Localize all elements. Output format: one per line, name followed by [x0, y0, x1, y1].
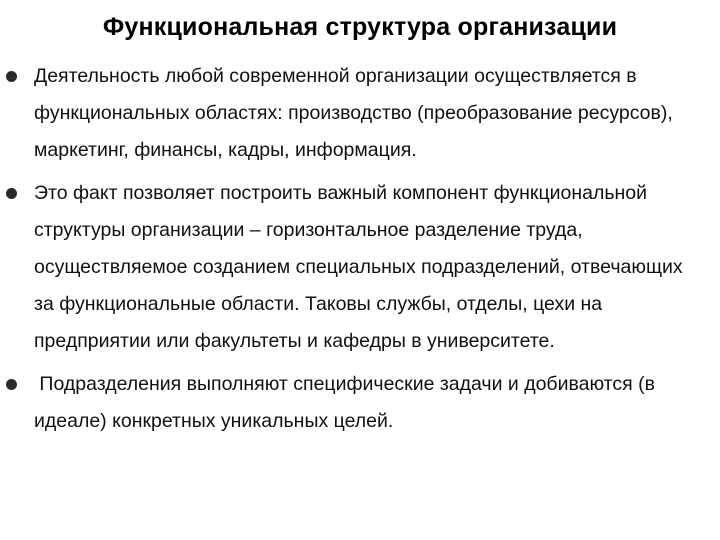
bullet-item-3	[0, 366, 720, 440]
bullet-text: Деятельность любой современной организации осуществляется в функциональных областях: производство (преобразование ресурсов), маркетинг, финансы, кадры, информация.	[34, 65, 679, 161]
bullet-item-1	[0, 58, 720, 169]
bullet-item-2	[0, 175, 720, 360]
bullet-dot-icon	[6, 379, 17, 390]
bullet-text: Это факт позволяет построить важный компонент функциональной структуры организации – горизонтальное разделение труда, осуществляемое созданием специальных подразделений, отвечающих за функциональные области. Таковы службы, отделы, цехи на предприятии или факультеты и кафедры в университете.	[34, 182, 689, 352]
bullet-text: Подразделения выполняют специфические задачи и добиваются (в идеале) конкретных уникальных целей.	[34, 373, 661, 432]
bullet-dot-icon	[6, 188, 17, 199]
bullet-list	[0, 58, 720, 440]
slide-title: Функциональная структура организации	[102, 13, 618, 41]
bullet-dot-icon	[6, 71, 17, 82]
